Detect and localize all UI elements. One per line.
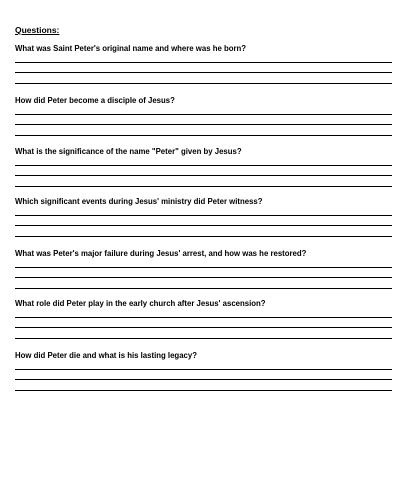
answer-line[interactable] bbox=[15, 175, 392, 176]
answer-line[interactable] bbox=[15, 215, 392, 216]
question-6-text: What role did Peter play in the early church after Jesus' ascension? bbox=[15, 299, 266, 308]
question-1 bbox=[15, 44, 392, 54]
answer-line[interactable] bbox=[15, 225, 392, 226]
answer-line[interactable] bbox=[15, 379, 392, 380]
question-7 bbox=[15, 351, 392, 361]
answer-line[interactable] bbox=[15, 327, 392, 328]
answer-line[interactable] bbox=[15, 62, 392, 63]
answer-line[interactable] bbox=[15, 338, 392, 339]
question-6 bbox=[15, 299, 392, 309]
question-2 bbox=[15, 96, 392, 106]
question-2-text: How did Peter become a disciple of Jesus? bbox=[15, 96, 175, 105]
answer-line[interactable] bbox=[15, 317, 392, 318]
answer-line[interactable] bbox=[15, 277, 392, 278]
answer-line[interactable] bbox=[15, 267, 392, 268]
answer-line[interactable] bbox=[15, 236, 392, 237]
question-4-text: Which significant events during Jesus' ministry did Peter witness? bbox=[15, 197, 263, 206]
answer-line[interactable] bbox=[15, 186, 392, 187]
question-3-text: What is the significance of the name "Peter" given by Jesus? bbox=[15, 147, 242, 156]
question-3 bbox=[15, 147, 392, 157]
question-4 bbox=[15, 197, 392, 207]
answer-line[interactable] bbox=[15, 83, 392, 84]
answer-line[interactable] bbox=[15, 114, 392, 115]
question-1-text: What was Saint Peter's original name and where was he born? bbox=[15, 44, 247, 53]
answer-line[interactable] bbox=[15, 124, 392, 125]
answer-line[interactable] bbox=[15, 72, 392, 73]
answer-line[interactable] bbox=[15, 135, 392, 136]
question-5 bbox=[15, 249, 392, 259]
answer-line[interactable] bbox=[15, 390, 392, 391]
answer-line[interactable] bbox=[15, 369, 392, 370]
answer-line[interactable] bbox=[15, 165, 392, 166]
question-5-text: What was Peter's major failure during Jesus' arrest, and how was he restored? bbox=[15, 249, 307, 258]
answer-line[interactable] bbox=[15, 288, 392, 289]
question-7-text: How did Peter die and what is his lasting legacy? bbox=[15, 351, 197, 360]
questions-heading: Questions: bbox=[15, 25, 60, 35]
